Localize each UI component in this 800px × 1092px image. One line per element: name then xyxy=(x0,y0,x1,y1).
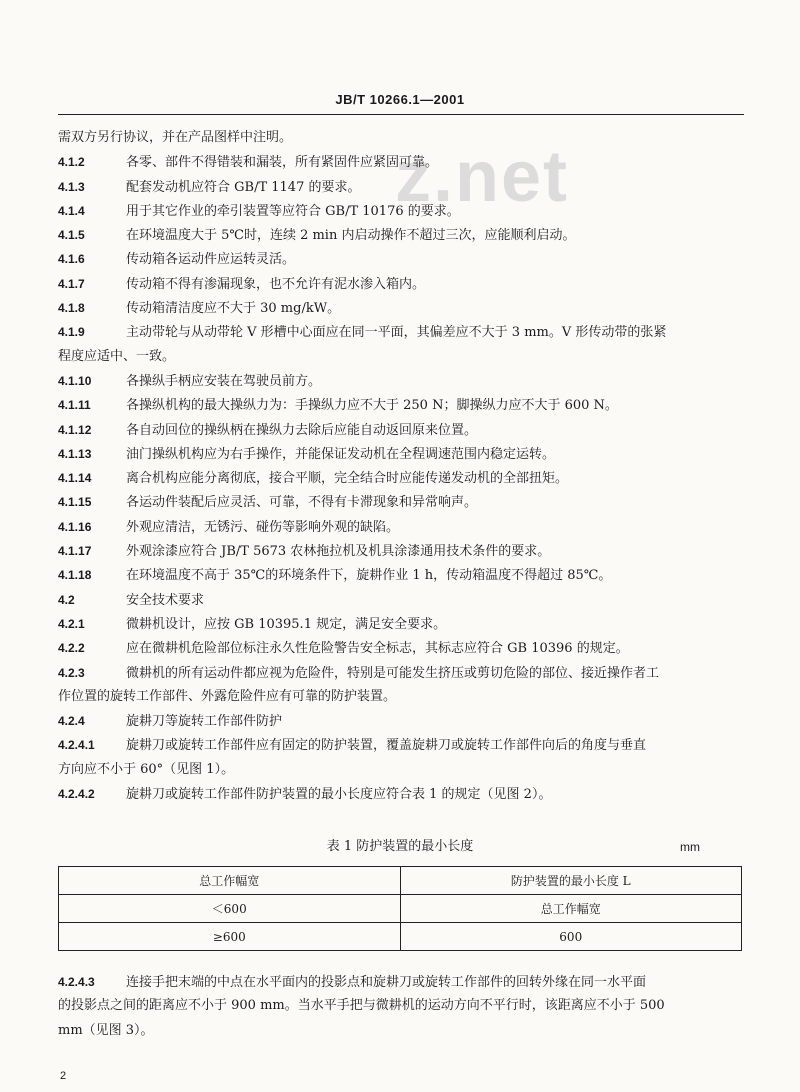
clause-number: 4.2.3 xyxy=(58,665,85,680)
clause-line xyxy=(58,490,748,514)
clause-text: 各操纵手柄应安装在驾驶员前方。 xyxy=(126,373,322,389)
table-cell: 600 xyxy=(400,923,742,951)
clause-number: 4.1.6 xyxy=(58,252,85,267)
clause-text: 传动箱不得有渗漏现象，也不允许有泥水渗入箱内。 xyxy=(126,276,426,292)
clause-text: 主动带轮与从动带轮 V 形槽中心面应在同一平面，其偏差应不大于 3 mm。V 形传动带的张紧 xyxy=(126,325,667,341)
guard-length-table xyxy=(58,866,742,951)
clause-text: 安全技术要求 xyxy=(126,592,205,608)
clause-text: 连接手把末端的中点在水平面内的投影点和旋耕刀或旋转工作部件的回转外缘在同一水平面 xyxy=(126,975,647,990)
clause-text: 各运动件装配后应灵活、可靠，不得有卡滞现象和异常响声。 xyxy=(126,495,478,511)
clause-line xyxy=(58,758,748,782)
clause-text: 程度应适中、一致。 xyxy=(58,348,176,364)
clause-text: 方向应不小于 60°（见图 1）。 xyxy=(58,761,235,777)
clause-text: 在环境温度不高于 35℃的环境条件下，旋耕作业 1 h，传动箱温度不得超过 85℃。 xyxy=(126,568,612,584)
clause-text: 用于其它作业的牵引装置等应符合 GB/T 10176 的要求。 xyxy=(126,203,460,219)
clause-line xyxy=(58,994,748,1018)
clause-list xyxy=(58,126,748,806)
clause-number: 4.2.4.2 xyxy=(58,787,95,802)
clause-line xyxy=(58,539,748,563)
clause-number: 4.1.4 xyxy=(58,203,85,218)
clause-line xyxy=(58,223,748,247)
clause-line xyxy=(58,320,748,344)
clause-line xyxy=(58,199,748,223)
table-row xyxy=(59,895,742,923)
clause-line xyxy=(58,296,748,320)
clause-text: 微耕机设计，应按 GB 10395.1 规定，满足安全要求。 xyxy=(126,616,447,632)
clause-number: 4.1.11 xyxy=(58,398,91,413)
clause-text: 的投影点之间的距离应不小于 900 mm。当水平手把与微耕机的运动方向不平行时，该距离应不小于 500 xyxy=(58,998,665,1014)
clause-text: mm（见图 3）。 xyxy=(58,1022,154,1038)
table-cell: ＜600 xyxy=(59,895,401,923)
clause-list-continued xyxy=(58,970,748,1043)
clause-number: 4.2 xyxy=(58,592,75,607)
clause-text: 外观涂漆应符合 JB/T 5673 农林拖拉机及机具涂漆通用技术条件的要求。 xyxy=(126,544,551,560)
clause-number: 4.2.4.1 xyxy=(58,738,95,753)
clause-number: 4.2.2 xyxy=(58,641,85,656)
clause-number: 4.1.18 xyxy=(58,568,92,583)
clause-number: 4.1.17 xyxy=(58,544,92,559)
clause-line xyxy=(58,661,748,685)
clause-number: 4.1.8 xyxy=(58,301,85,316)
clause-line xyxy=(58,563,748,587)
clause-number: 4.1.3 xyxy=(58,179,85,194)
clause-line xyxy=(58,515,748,539)
clause-text: 传动箱清洁度应不大于 30 mg/kW。 xyxy=(126,301,341,317)
clause-line xyxy=(58,1019,748,1043)
clause-line xyxy=(58,782,748,806)
clause-number: 4.1.16 xyxy=(58,519,92,534)
standard-code-header: JB/T 10266.1—2001 xyxy=(335,92,465,107)
clause-number: 4.1.9 xyxy=(58,325,85,340)
header-rule xyxy=(58,114,744,115)
table-cell: 总工作幅宽 xyxy=(400,895,742,923)
clause-text: 配套发动机应符合 GB/T 1147 的要求。 xyxy=(126,179,361,195)
clause-number: 4.2.1 xyxy=(58,616,85,631)
clause-text: 旋耕刀或旋转工作部件应有固定的防护装置，覆盖旋耕刀或旋转工作部件向后的角度与垂直 xyxy=(126,738,647,754)
clause-number: 4.1.10 xyxy=(58,373,92,388)
table-cell: ≥600 xyxy=(59,923,401,951)
clause-text: 需双方另行协议，并在产品图样中注明。 xyxy=(58,130,293,145)
clause-number: 4.1.13 xyxy=(58,446,92,461)
clause-line xyxy=(58,247,748,271)
clause-line xyxy=(58,733,748,757)
clause-number: 4.1.14 xyxy=(58,471,92,486)
clause-line xyxy=(58,150,748,174)
clause-line xyxy=(58,588,748,612)
table-unit: mm xyxy=(680,840,700,854)
clause-text: 在环境温度大于 5℃时，连续 2 min 内启动操作不超过三次，应能顺利启动。 xyxy=(126,228,576,244)
table-header-cell: 总工作幅宽 xyxy=(59,867,401,895)
clause-text: 应在微耕机危险部位标注永久性危险警告安全标志，其标志应符合 GB 10396 的规定。 xyxy=(126,641,629,657)
clause-line xyxy=(58,418,748,442)
clause-text: 各零、部件不得错装和漏装，所有紧固件应紧固可靠。 xyxy=(126,155,439,171)
clause-line xyxy=(58,636,748,660)
clause-text: 微耕机的所有运动件都应视为危险件，特别是可能发生挤压或剪切危险的部位、接近操作者工 xyxy=(126,665,660,681)
clause-line xyxy=(58,970,748,994)
clause-text: 各自动回位的操纵柄在操纵力去除后应能自动返回原来位置。 xyxy=(126,422,478,438)
clause-line xyxy=(58,466,748,490)
clause-line xyxy=(58,272,748,296)
clause-number: 4.1.15 xyxy=(58,495,92,510)
clause-text: 外观应清洁，无锈污、碰伤等影响外观的缺陷。 xyxy=(126,519,400,535)
clause-line xyxy=(58,175,748,199)
clause-line xyxy=(58,442,748,466)
clause-text: 油门操纵机构应为右手操作，并能保证发动机在全程调速范围内稳定运转。 xyxy=(126,446,556,462)
clause-line xyxy=(58,369,748,393)
clause-line xyxy=(58,685,748,709)
clause-line xyxy=(58,612,748,636)
clause-number: 4.1.12 xyxy=(58,422,92,437)
page-number: 2 xyxy=(60,1070,67,1082)
watermark-text: z.net xyxy=(395,137,570,217)
clause-line xyxy=(58,126,748,150)
clause-line xyxy=(58,393,748,417)
clause-number: 4.2.4 xyxy=(58,714,85,729)
clause-text: 旋耕刀或旋转工作部件防护装置的最小长度应符合表 1 的规定（见图 2）。 xyxy=(126,787,552,803)
clause-text: 作位置的旋转工作部件、外露危险件应有可靠的防护装置。 xyxy=(58,688,397,704)
clause-text: 离合机构应能分离彻底，接合平顺，完全结合时应能传递发动机的全部扭矩。 xyxy=(126,471,569,487)
table-row xyxy=(59,923,742,951)
clause-number: 4.1.7 xyxy=(58,276,85,291)
clause-text: 各操纵机构的最大操纵力为：手操纵力应不大于 250 N；脚操纵力应不大于 600 N。 xyxy=(126,398,618,414)
table-header-row xyxy=(59,867,742,895)
clause-number: 4.1.2 xyxy=(58,155,85,170)
table-header-cell: 防护装置的最小长度 L xyxy=(400,867,742,895)
clause-text: 旋耕刀等旋转工作部件防护 xyxy=(126,714,283,730)
clause-number: 4.1.5 xyxy=(58,228,85,243)
clause-line xyxy=(58,709,748,733)
table-caption: 表 1 防护装置的最小长度 xyxy=(326,839,474,854)
clause-text: 传动箱各运动件应运转灵活。 xyxy=(126,252,296,268)
clause-number: 4.2.4.3 xyxy=(58,975,95,989)
clause-line xyxy=(58,345,748,369)
